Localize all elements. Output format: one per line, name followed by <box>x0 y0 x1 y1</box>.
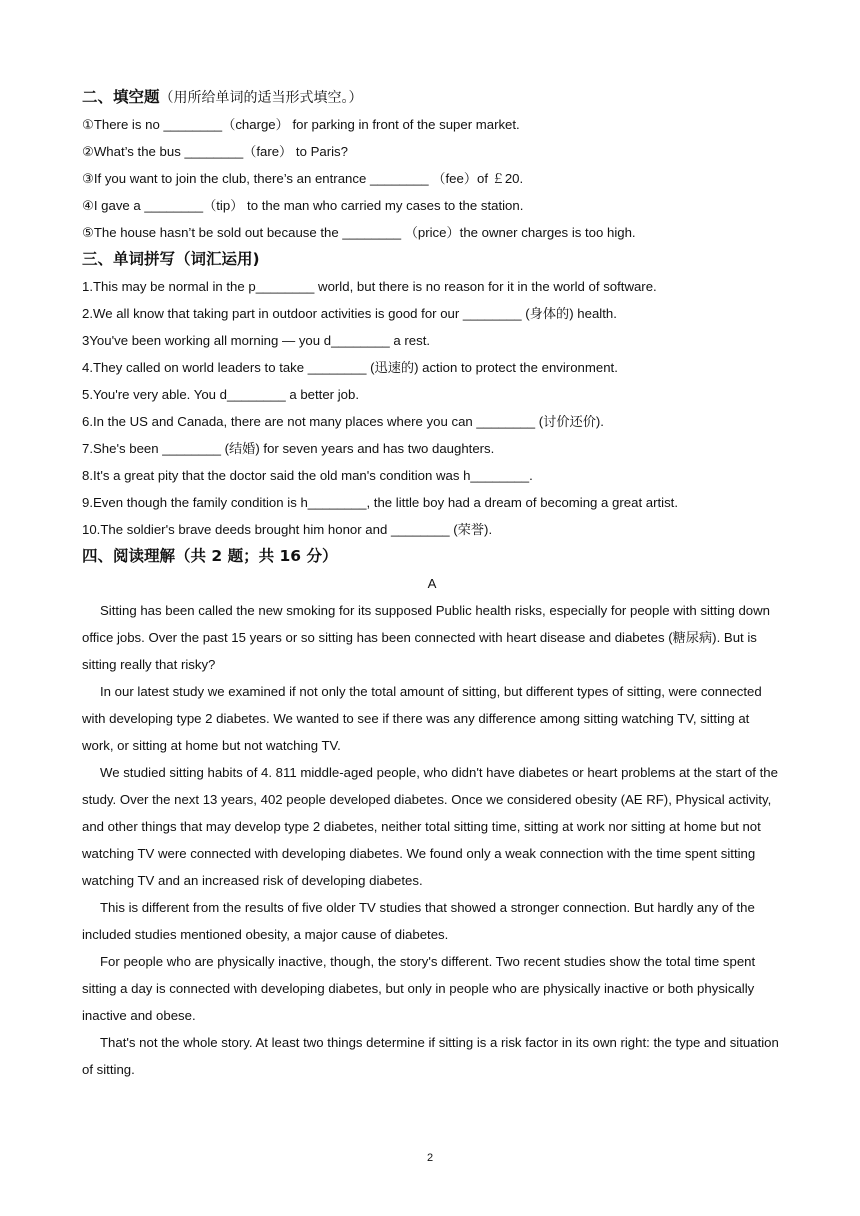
section4-heading: 四、阅读理解（共 2 题；共 16 分） <box>82 547 338 565</box>
passage-paragraph-4: This is different from the results of five older TV studies that showed a stronger connection. But hardly any of the included studies mentioned obesity, a major cause of diabetes. <box>82 900 755 942</box>
passage-paragraph-1: Sitting has been called the new smoking for its supposed Public health risks, especially for people with sitting down office jobs. Over the past 15 years or so sitting has been connected with heart disease and diabetes (糖尿病). But is sitting really that risky? <box>82 603 770 672</box>
spelling-item-4: 4.They called on world leaders to take ________ (迅速的) action to protect the environment. <box>82 360 618 375</box>
fill-blank-item-1: ①There is no ________（charge） for parking in front of the super market. <box>82 117 520 132</box>
passage-paragraph-5: For people who are physically inactive, though, the story's different. Two recent studies show the total time spent sitting a day is connected with developing diabetes, but only in people who are physically inactive or both physically inactive and obese. <box>82 954 756 1023</box>
fill-blank-item-3: ③If you want to join the club, there’s an entrance ________ （fee）of ￡20. <box>82 171 524 186</box>
passage-paragraph-6: That's not the whole story. At least two things determine if sitting is a risk factor in its own right: the type and situation of sitting. <box>82 1035 779 1077</box>
fill-blank-item-5: ⑤The house hasn’t be sold out because the ________ （price）the owner charges is too high. <box>82 225 636 240</box>
spelling-item-10: 10.The soldier's brave deeds brought him honor and ________ (荣誉). <box>82 522 493 537</box>
passage-label: A <box>427 576 437 591</box>
section2-instruction: （用所给单词的适当形式填空。） <box>159 90 363 106</box>
spelling-item-9: 9.Even though the family condition is h________, the little boy had a dream of becoming a great artist. <box>82 495 679 510</box>
section2-title: 二、填空题 <box>82 88 160 106</box>
passage-paragraph-3: We studied sitting habits of 4. 811 middle-aged people, who didn't have diabetes or heart problems at the start of the study. Over the next 13 years, 402 people developed diabetes. Once we considered obesity (AE RF), Physical activity, and other things that may develop type 2 diabetes, neither total sitting time, sitting at work nor sitting at home but not watching TV were connected with developing diabetes. We found only a weak connection with the time spent sitting watching TV and an increased risk of developing diabetes. <box>82 765 778 888</box>
spelling-item-1: 1.This may be normal in the p________ world, but there is no reason for it in the world of software. <box>82 279 657 294</box>
section3-heading: 三、单词拼写（词汇运用) <box>82 250 260 268</box>
page-content <box>82 84 782 1083</box>
spelling-item-2: 2.We all know that taking part in outdoor activities is good for our ________ (身体的) health. <box>82 306 617 321</box>
spelling-item-3: 3You've been working all morning — you d________ a rest. <box>82 333 431 348</box>
fill-blank-item-2: ②What’s the bus ________（fare） to Paris? <box>82 144 348 159</box>
spelling-item-6: 6.In the US and Canada, there are not many places where you can ________ (讨价还价). <box>82 414 604 429</box>
spelling-item-8: 8.It's a great pity that the doctor said the old man's condition was h________. <box>82 468 533 483</box>
section2-heading <box>82 84 782 111</box>
spelling-item-7: 7.She's been ________ (结婚) for seven years and has two daughters. <box>82 441 495 456</box>
passage-paragraph-2: In our latest study we examined if not only the total amount of sitting, but different types of sitting, were connected with developing type 2 diabetes. We wanted to see if there was any difference among sitting watching TV, sitting at work, or sitting at home but not watching TV. <box>82 684 762 753</box>
spelling-item-5: 5.You're very able. You d________ a better job. <box>82 387 359 402</box>
fill-blank-item-4: ④I gave a ________（tip） to the man who carried my cases to the station. <box>82 198 524 213</box>
page-number: 2 <box>426 1152 434 1164</box>
